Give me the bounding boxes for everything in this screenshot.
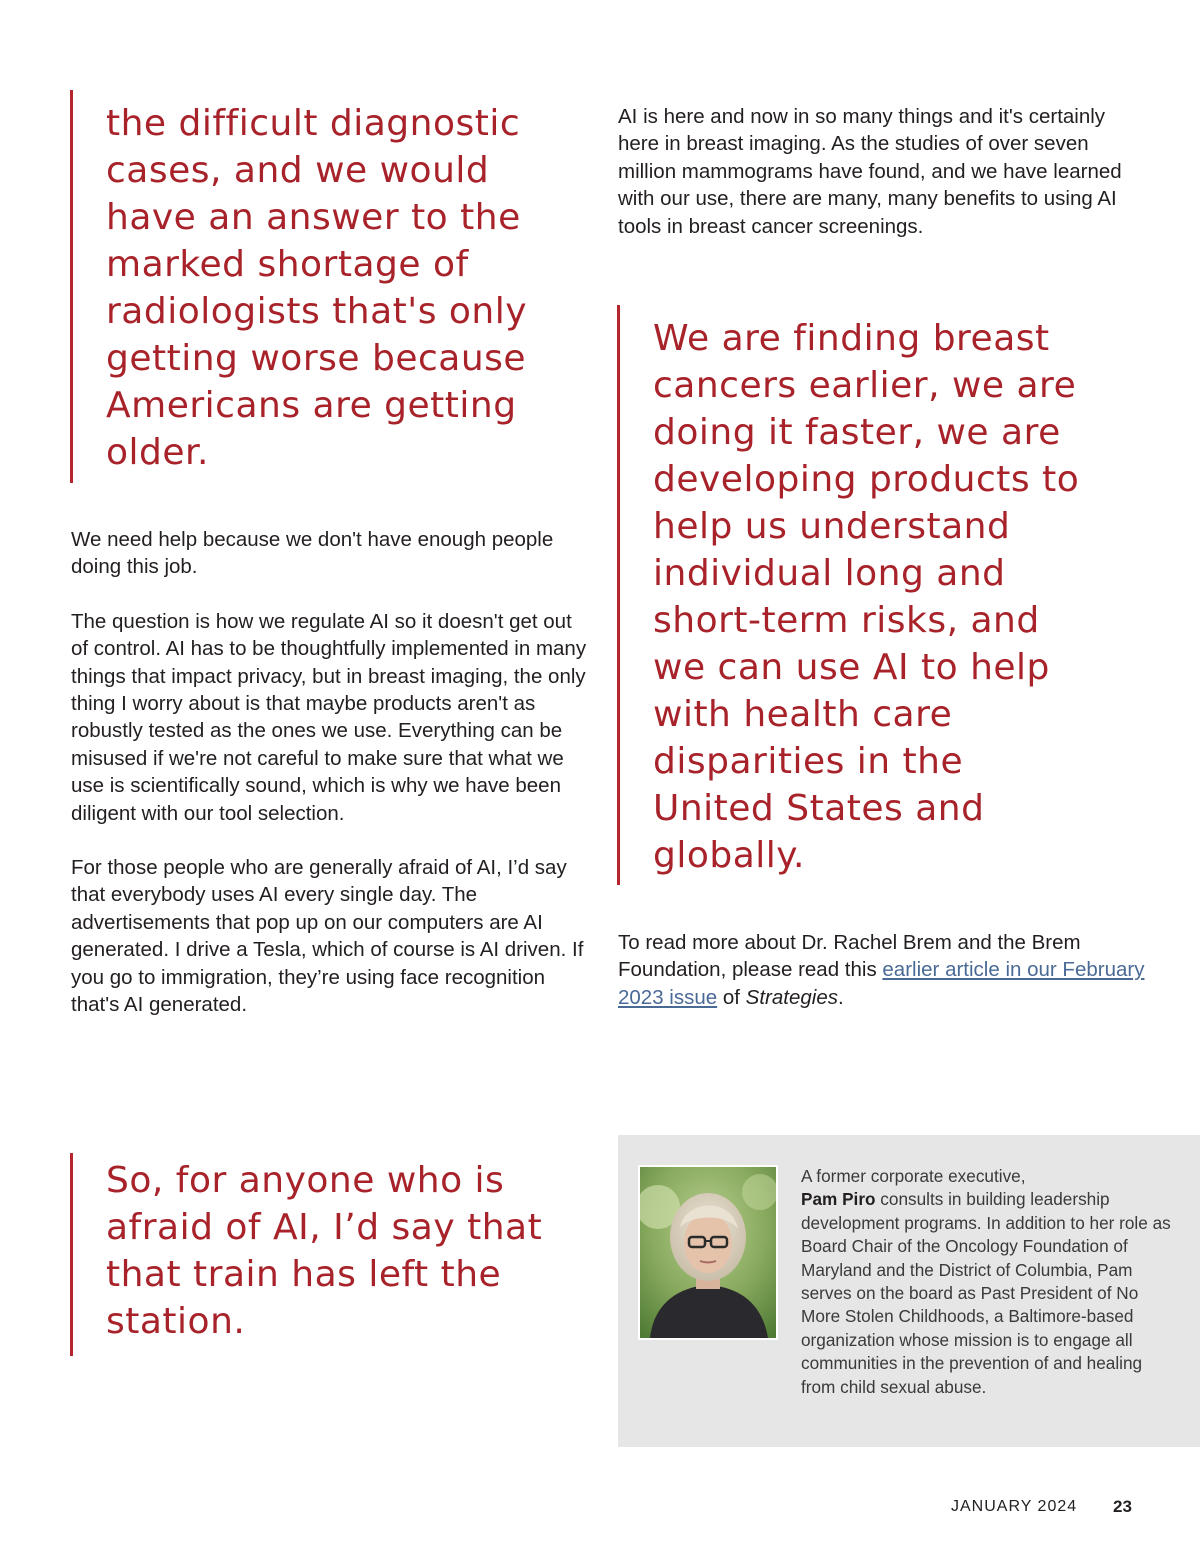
left-paragraph-3: For those people who are generally afraid of AI, I’d say that everybody uses AI every single day. The advertisements that pop up on our computers are AI generated. I drive a Tesla, which of course is AI driven. If you go to immigration, they’re using face recognition that's AI generated. — [71, 856, 584, 1017]
left-paragraph-1: We need help because we don't have enough people doing this job. — [71, 528, 554, 579]
earlier-article-link[interactable]: earlier article in our February 2023 issue — [618, 958, 1145, 1009]
bio-intro: A former corporate executive, — [801, 1166, 1026, 1186]
read-more-prefix: To read more about Dr. Rachel Brem and the Brem Foundation, please read this — [618, 931, 1081, 982]
page-number: 23 — [1113, 1497, 1132, 1516]
read-more-mid: of — [717, 985, 746, 1009]
pull-quote-right-text: We are finding breast cancers earlier, we are doing it faster, we are developing products to help us understand individual long and short-term risks, and we can use AI to help with health care disparities in the United States and globally. — [653, 318, 1080, 876]
pull-quote-bottom-left-text: So, for anyone who is afraid of AI, I’d say that that train has left the station. — [106, 1160, 543, 1342]
read-more-end: . — [837, 985, 844, 1009]
author-photo — [638, 1165, 778, 1340]
right-column-intro — [618, 103, 1148, 240]
author-portrait-image — [640, 1167, 776, 1338]
publication-name: Strategies — [745, 985, 838, 1009]
read-more-paragraph — [618, 929, 1148, 1011]
pull-quote-bottom-left — [70, 1153, 550, 1356]
read-more-text — [618, 929, 1148, 1011]
pull-quote-top-left — [70, 90, 550, 483]
author-name: Pam Piro — [801, 1189, 876, 1210]
author-bio-box — [618, 1135, 1200, 1447]
left-paragraph-2: The question is how we regulate AI so it doesn't get out of control. AI has to be thoughtfully implemented in many things that impact privacy, but in breast imaging, the only thing I worry about is that maybe products aren't as robustly tested as the ones we use. Everything can be misused if we're not careful to make sure that what we use is scientifically sound, which is why we have been diligent with our tool selection. — [71, 609, 587, 825]
right-intro-text: AI is here and now in so many things and it's certainly here in breast imaging. As the studies of over seven million mammograms have found, and we have learned with our use, there are many, many benefits to using AI tools in breast cancer screenings. — [618, 105, 1122, 238]
issue-date: JANUARY 2024 — [951, 1498, 1078, 1515]
author-bio-text — [801, 1165, 1171, 1399]
pull-quote-right — [617, 305, 1087, 885]
left-column-body — [71, 526, 591, 1019]
pull-quote-top-left-text: the difficult diagnostic cases, and we would have an answer to the marked shortage of radiologists that's only getting worse because Americans are getting older. — [106, 103, 528, 473]
bio-description: consults in building leadership development programs. In addition to her role as Board Chair of the Oncology Foundation of Maryland and the District of Columbia, Pam serves on the board as Past President of No More Stolen Childhoods, a Baltimore-based organization whose mission is to engage all communities in the prevention of and healing from child sexual abuse. — [801, 1189, 1171, 1397]
